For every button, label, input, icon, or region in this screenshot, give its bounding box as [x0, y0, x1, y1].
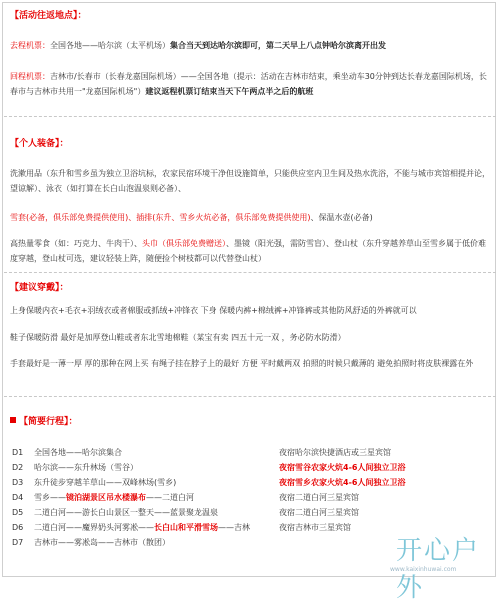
gear-shoes-line: 雪套(必备，俱乐部免费提供使用)、插排(东升、雪乡火炕必备，俱乐部免费提供使用)、保温水壶(必备)	[10, 213, 373, 222]
return-ticket-line	[10, 69, 492, 99]
section-title-travel: 【活动往返地点】：	[10, 11, 87, 21]
return-label: 回程机票：	[10, 72, 50, 81]
section-title-clothing: 【建议穿戴】：	[10, 283, 69, 293]
outbound-route: 全国各地——哈尔滨（太平机场）	[50, 41, 170, 50]
clothing-hands-line: 手套最好是一薄一厚 厚的那种在网上买 有绳子挂在脖子上的最好 方便 平时戴两双 拍照的时候只戴薄的 避免拍照时将皮肤裸露在外	[10, 359, 474, 368]
outbound-note: 集合当天到达哈尔滨即可，第二天早上八点钟哈尔滨离开出发	[170, 41, 386, 50]
bullet-square-icon	[10, 417, 16, 423]
outbound-ticket-line	[10, 38, 492, 53]
section-title-gear: 【个人装备】：	[10, 139, 69, 149]
divider	[4, 272, 496, 273]
return-note: 建议返程机票订结束当天下午两点半之后的航班	[145, 87, 314, 96]
clothing-feet-line: 鞋子保暖防滑 最好是加厚登山鞋或者东北雪地棉鞋（某宝有卖 四五十元一双 ，务必防水防滑）	[10, 333, 346, 342]
gear-misc-line: 高热量零食（如：巧克力、牛肉干）、头巾（俱乐部免费赠送）、墨镜（阳光强，需防雪盲）、登山杖（东升穿越养草山至雪乡属于低价难度穿越，登山杖可选，建议轻装上阵，随便捡个树枝都可以代替登山杖）	[10, 239, 486, 263]
divider	[4, 396, 496, 397]
gear-wash-line: 洗漱用品（东升和雪乡虽为独立卫浴坑标，农家民宿环境干净但设施简单，只能供应室内卫生间及热水洗浴，不能与城市宾馆相提并论，望谅解）、泳衣（如打算在长白山泡温泉则必备）、	[10, 169, 490, 193]
watermark-logo: 开心户外 www.kaixinhuwai.com	[390, 536, 481, 603]
divider	[4, 116, 496, 117]
section-title-itinerary: 【简要行程】：	[10, 414, 78, 427]
clothing-body-line: 上身保暖内衣+毛衣+羽绒衣或者棉服或抓绒+冲锋衣 下身 保暖内裤+棉绒裤+冲锋裤或其他防风舒适的外裤就可以	[10, 306, 417, 315]
return-route: 吉林市/长春市（长春龙嘉国际机场）——全国各地（提示：活动在吉林市结束，乘坐动车30分钟到达长春龙嘉国际机场，长春市与吉林市共用一"龙嘉国际机场"）	[10, 72, 487, 96]
outbound-label: 去程机票：	[10, 41, 50, 50]
